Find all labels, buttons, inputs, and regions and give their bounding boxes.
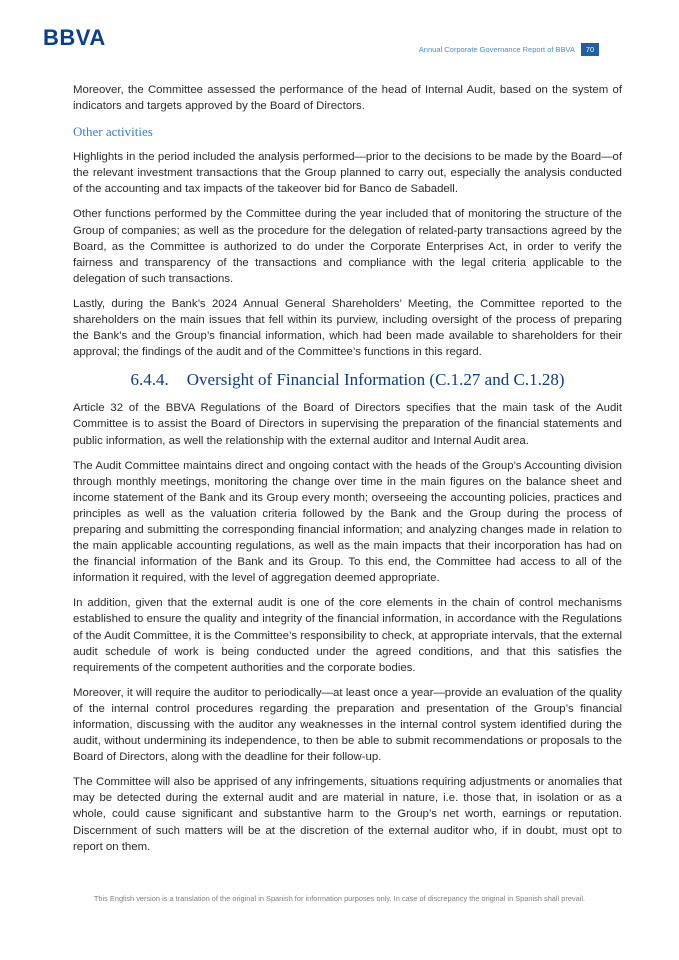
subheading-other-activities: Other activities: [73, 124, 153, 140]
bbva-logo: BBVA: [43, 25, 106, 50]
paragraph-accounting-contact: The Audit Committee maintains direct and ongoing contact with the heads of the Group’s Accounting division through monthly meetings, monitoring the change over time in the main figures on the balance sheet and income statement of the Bank and its Group every month; overseeing the accounting policies, practices and principles as well as the valuation criteria followed by the Bank and the Group during the process of preparing and submitting the corresponding financial information; and analyzing changes made in relation to the main applicable accounting regulations, as well as the main impacts that their incorporation has had on the financial information of the Bank and its Group. To this end, the Committee had access to all of the information it required, with the level of aggregation deemed appropriate.: [73, 459, 622, 585]
paragraph-highlights: Highlights in the period included the analysis performed—prior to the decisions to be made by the Board—of the relevant investment transactions that the Group planned to carry out, especially the analysis conducted of the accounting and tax impacts of the takeover bid for Banco de Sabadell.: [73, 151, 622, 196]
paragraph-infringements: The Committee will also be apprised of any infringements, situations requiring adjustments or anomalies that may be detected during the external audit and are material in nature, i.e. those that, in isolation or as a whole, could cause significant and substantive harm to the Group’s net worth, earnings or reputation. Discernment of such matters will be at the discretion of the external auditor who, if in doubt, must opt to report on them.: [73, 776, 622, 853]
section-heading: [73, 369, 622, 391]
document-body: [73, 82, 622, 864]
paragraph-auditor-evaluation: Moreover, it will require the auditor to periodically—at least once a year—provide an evaluation of the quality of the internal control procedures regarding the preparation and presentation of the Group’s financial information, discussing with the auditor any weaknesses in the internal control system identified during the audit, without undermining its independence, to then be able to submit recommendations or proposals to the Board of Directors, along with the deadline for their follow-up.: [73, 686, 622, 764]
paragraph-shareholders-meeting: Lastly, during the Bank’s 2024 Annual General Shareholders’ Meeting, the Committee reported to the shareholders on the main issues that fell within its purview, including oversight of the process of preparing the Bank’s and the Group’s financial information, which had been made available to shareholders for their approval; the findings of the audit and of the Committee’s functions in this regard.: [73, 297, 622, 359]
footer-disclaimer: This English version is a translation of the original in Spanish for information purposes only. In case of discrepancy the original in Spanish shall prevail.: [93, 894, 586, 903]
paragraph-internal-audit: Moreover, the Committee assessed the performance of the head of Internal Audit, based on the system of indicators and targets approved by the Board of Directors.: [73, 84, 622, 113]
paragraph-other-functions: Other functions performed by the Committee during the year included that of monitoring the structure of the Group of companies; as well as the procedure for the delegation of related-party transactions agreed by the Board, as the Committee is authorized to do under the Corporate Enterprises Act, in order to verify the fairness and transparency of the transactions and compliance with the legal criteria applicable to the delegation of such transactions.: [73, 208, 622, 285]
paragraph-external-audit: In addition, given that the external audit is one of the core elements in the chain of control mechanisms established to ensure the quality and integrity of the financial information, in accordance with the Regulations of the Audit Committee, it is the Committee’s responsibility to check, at appropriate intervals, that the external audit schedule of work is being conducted under the agreed conditions, and that this satisfies the requirements of the competent authorities and the corporate bodies.: [73, 597, 622, 674]
paragraph-article-32: Article 32 of the BBVA Regulations of the Board of Directors specifies that the main task of the Audit Committee is to assist the Board of Directors in supervising the preparation of the financial statements and public information, as well the relationship with the external auditor and Internal Audit area.: [73, 402, 622, 447]
page-number: 70: [581, 43, 599, 56]
section-title: Oversight of Financial Information (C.1.27 and C.1.28): [186, 370, 565, 390]
section-number: 6.4.4.: [130, 370, 169, 390]
page-header: [419, 43, 599, 56]
report-title: Annual Corporate Governance Report of BBVA: [418, 45, 575, 54]
